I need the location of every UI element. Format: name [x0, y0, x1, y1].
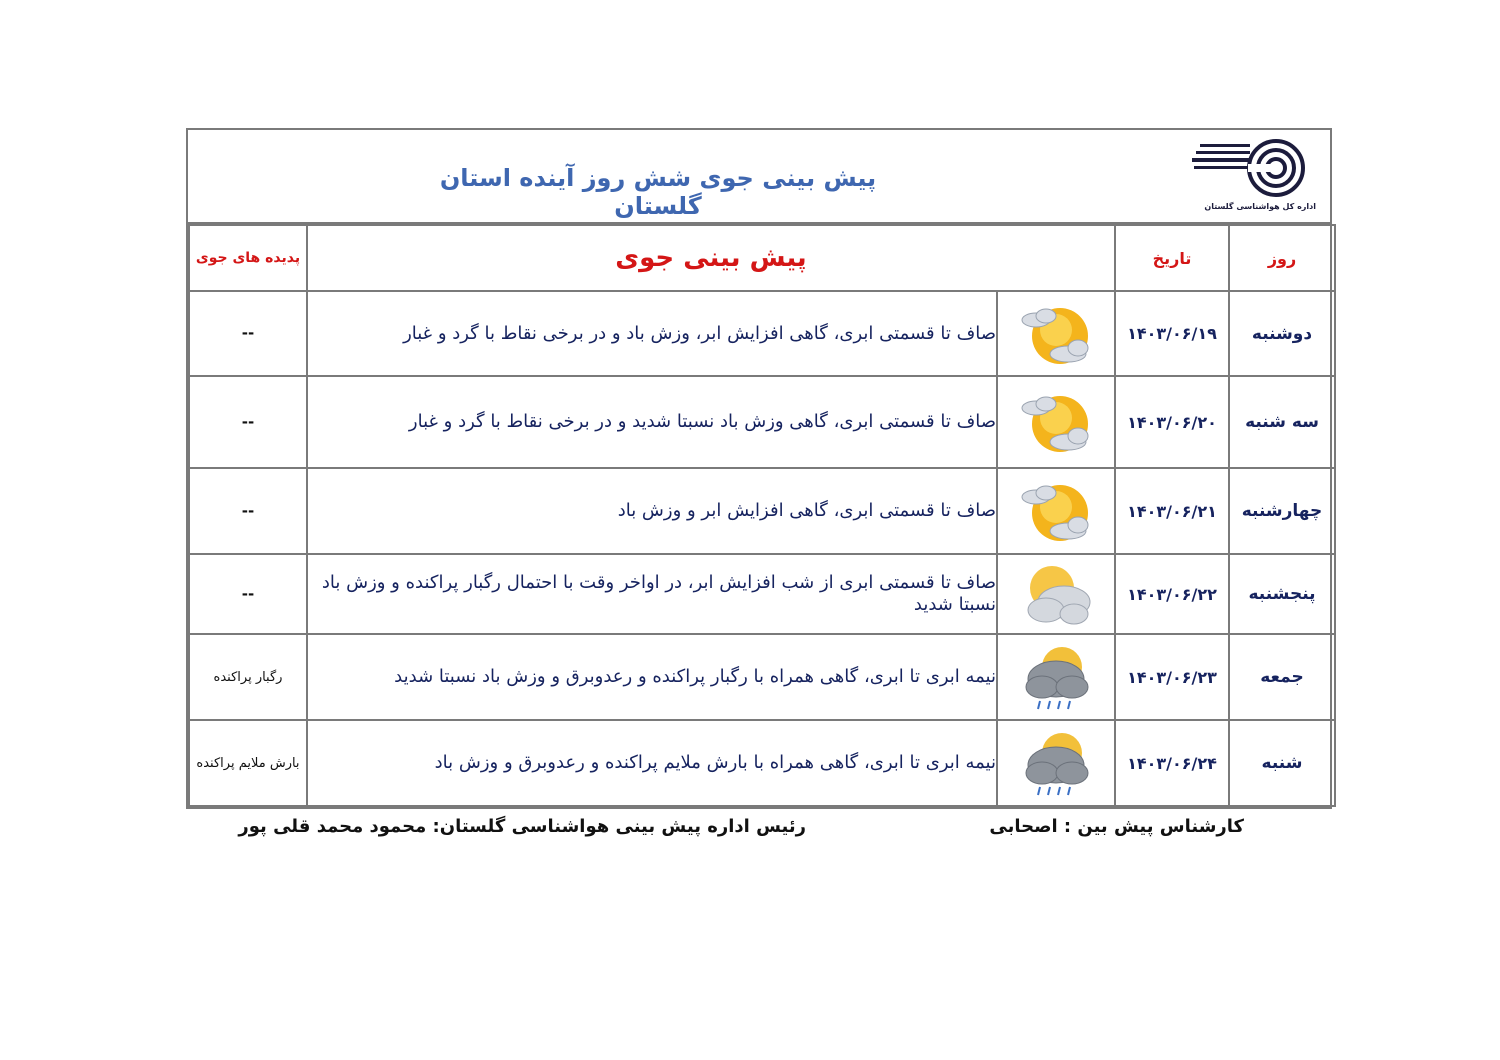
row-day: سه شنبه	[1229, 376, 1335, 468]
table-row	[189, 376, 1335, 468]
forecast-table	[188, 224, 1336, 807]
row-phenomena: --	[189, 291, 307, 376]
forecast-sheet	[186, 128, 1332, 809]
row-day: شنبه	[1229, 720, 1335, 806]
row-phenomena: رگبار پراکنده	[189, 634, 307, 720]
signature-footer	[0, 816, 1500, 846]
rain-cloud-icon	[997, 720, 1115, 806]
row-forecast: نیمه ابری تا ابری، گاهی همراه با بارش ملایم پراکنده و رعدوبرق و وزش باد	[307, 720, 997, 806]
column-header-date: تاریخ	[1115, 225, 1229, 291]
row-date: ۱۴۰۳/۰۶/۲۳	[1115, 634, 1229, 720]
rain-cloud-icon	[997, 634, 1115, 720]
row-date: ۱۴۰۳/۰۶/۲۱	[1115, 468, 1229, 554]
row-phenomena: --	[189, 376, 307, 468]
row-forecast: صاف تا قسمتی ابری، گاهی افزایش ابر و وزش باد	[307, 468, 997, 554]
table-row	[189, 554, 1335, 634]
forecaster-credit: کارشناس پیش بین : اصحابی	[989, 816, 1244, 837]
department-head-credit: رئیس اداره پیش بینی هواشناسی گلستان: محمود محمد قلی پور	[238, 816, 806, 837]
row-day: پنجشنبه	[1229, 554, 1335, 634]
meteorological-organization-logo	[1188, 134, 1324, 216]
row-phenomena: --	[189, 554, 307, 634]
row-phenomena: بارش ملایم پراکنده	[189, 720, 307, 806]
row-day: جمعه	[1229, 634, 1335, 720]
table-row	[189, 720, 1335, 806]
row-forecast: صاف تا قسمتی ابری از شب افزایش ابر، در اواخر وقت با احتمال رگبار پراکنده و وزش باد نسبتا شدید	[307, 554, 997, 634]
partly-cloudy-sun-icon	[997, 468, 1115, 554]
row-day: چهارشنبه	[1229, 468, 1335, 554]
partly-cloudy-sun-icon	[997, 376, 1115, 468]
column-header-day: روز	[1229, 225, 1335, 291]
row-date: ۱۴۰۳/۰۶/۲۴	[1115, 720, 1229, 806]
logo-caption: اداره کل هواشناسی گلستان	[1204, 202, 1316, 211]
column-header-phenomena: پدیده های جوی	[189, 225, 307, 291]
table-row	[189, 291, 1335, 376]
column-header-forecast: پیش بینی جوی	[307, 225, 1115, 291]
row-day: دوشنبه	[1229, 291, 1335, 376]
table-row	[189, 468, 1335, 554]
table-row	[189, 634, 1335, 720]
table-header-row	[189, 225, 1335, 291]
row-date: ۱۴۰۳/۰۶/۱۹	[1115, 291, 1229, 376]
row-forecast: صاف تا قسمتی ابری، گاهی افزایش ابر، وزش باد و در برخی نقاط با گرد و غبار	[307, 291, 997, 376]
sheet-header	[188, 130, 1330, 224]
partly-cloudy-sun-icon	[997, 291, 1115, 376]
row-date: ۱۴۰۳/۰۶/۲۰	[1115, 376, 1229, 468]
row-forecast: صاف تا قسمتی ابری، گاهی وزش باد نسبتا شدید و در برخی نقاط با گرد و غبار	[307, 376, 997, 468]
page-title: پیش بینی جوی شش روز آینده استان گلستان	[439, 164, 877, 220]
cloudy-sun-icon	[997, 554, 1115, 634]
row-date: ۱۴۰۳/۰۶/۲۲	[1115, 554, 1229, 634]
row-forecast: نیمه ابری تا ابری، گاهی همراه با رگبار پراکنده و رعدوبرق و وزش باد نسبتا شدید	[307, 634, 997, 720]
row-phenomena: --	[189, 468, 307, 554]
